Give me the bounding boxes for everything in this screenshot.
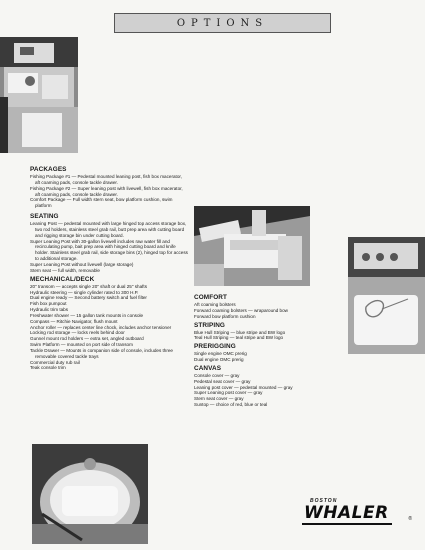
- options-banner: [114, 13, 331, 33]
- list-item: Leaning post cover — pedestal mounted — gray: [194, 384, 293, 390]
- list-item: Fishing Package #2 — Super leaning post with livewell, fish box macerator, aft coaming pads, console tackle drawer.: [30, 185, 183, 197]
- list-item: Blue Hull Striping — blue stripe and BW logo: [194, 329, 286, 335]
- prerigging-section: [194, 343, 334, 363]
- list-item: Hydraulic steering — single cylinder rated to 300 H.P.: [30, 289, 139, 295]
- options-left-column: [30, 164, 188, 371]
- list-item: Forward coaming bolsters — wraparound bow: [194, 307, 288, 313]
- list-item: Freshwater shower — 15 gallon tank mounts in console: [30, 312, 144, 318]
- list-item: Console cover — gray: [194, 372, 240, 378]
- list-item: Anchor roller — replaces center line chock, includes anchor tensioner: [30, 324, 172, 330]
- list-item: Teak console trim: [30, 365, 66, 371]
- list-item: Gunnel mount rod holders — extra set, angled outboard: [30, 336, 144, 342]
- section-title: STRIPING: [194, 321, 225, 329]
- section-title: PRERIGGING: [194, 343, 236, 351]
- list-item: Aft coaming bolsters: [194, 302, 236, 307]
- leaning-post-photo: [194, 206, 310, 286]
- logo-top-text: BOSTON: [310, 498, 338, 504]
- section-title: COMFORT: [194, 294, 228, 301]
- list-item: Stern seat cover — gray: [194, 396, 244, 402]
- options-right-column: [194, 292, 334, 408]
- list-item: Fishing Package #1 — Pedestal mounted leaning post, fish box macerator, aft coaming pads, console tackle drawer.: [30, 174, 182, 185]
- registered-mark: ®: [408, 516, 412, 522]
- list-item: Compass — Ritchie Navigator, flush mount: [30, 318, 118, 324]
- mechanical-deck-section: [30, 276, 188, 372]
- section-title: MECHANICAL/DECK: [30, 275, 95, 283]
- boston-whaler-logo: [302, 498, 414, 528]
- section-title: PACKAGES: [30, 166, 67, 173]
- packages-section: [30, 166, 188, 209]
- section-title: SEATING: [30, 213, 59, 221]
- list-item: Forward bow platform cushion: [194, 313, 256, 319]
- list-item: Locking rod storage — locks reels behind door: [30, 330, 125, 336]
- list-item: Super Leaning Post with 30-gallon livewell includes raw water fill and recirculating pump, bait prep area with hinged cutting board and knife holder. Stainless steel grab rail, side storage bins (2), hinged top for access to additional storage.: [30, 238, 188, 262]
- list-item: Commercial duty rub rail: [30, 359, 80, 365]
- comfort-section: [194, 294, 334, 320]
- logo-main-text: WHALER: [304, 503, 389, 523]
- list-item: Fish box pumpout: [30, 301, 67, 307]
- list-item: Dual engine OMC prerig: [194, 357, 244, 363]
- list-item: Tackle Drawer — Mounts in companion side of console, includes three removable covered tackle trays: [30, 347, 173, 359]
- list-item: Leaning Post — pedestal mounted with large hinged top access storage box, two rod holders, stainless steel grab rail, butt prep area with cutting board and rigging storage bin under cutting board.: [30, 221, 187, 238]
- list-item: Pedestal seat cover — gray: [194, 378, 251, 384]
- list-item: Dual engine ready — Second battery switch and fuel filter: [30, 295, 147, 301]
- list-item: Stern seat — full width, removable: [30, 267, 100, 273]
- striping-section: [194, 322, 334, 342]
- list-item: Super Leaning post cover — gray: [194, 390, 263, 396]
- logo-underline: [302, 523, 392, 525]
- list-item: Teal Hull Striping — teal stripe and BW logo: [194, 335, 284, 341]
- list-item: Hydraulic trim tabs: [30, 307, 69, 313]
- list-item: Swim Platform — mounted on port side of transom: [30, 342, 133, 348]
- list-item: Suntop — choice of red, blue or teal: [194, 402, 268, 408]
- list-item: Comfort Package — Full width stern seat, bow platform cushion, swim platform: [30, 197, 173, 209]
- list-item: Single engine OMC prerig: [194, 351, 247, 357]
- console-cushion-photo: [348, 237, 425, 354]
- list-item: 20" transom — accepts single 20" shaft or dual 25" shafts: [30, 283, 147, 289]
- section-title: CANVAS: [194, 364, 222, 372]
- list-item: Super Leaning Post without livewell (large storage): [30, 261, 134, 267]
- boat-console-photo: [0, 37, 78, 153]
- bow-deck-photo: [32, 444, 148, 544]
- seating-section: [30, 213, 188, 274]
- canvas-section: [194, 365, 334, 408]
- page-title: OPTIONS: [176, 17, 269, 29]
